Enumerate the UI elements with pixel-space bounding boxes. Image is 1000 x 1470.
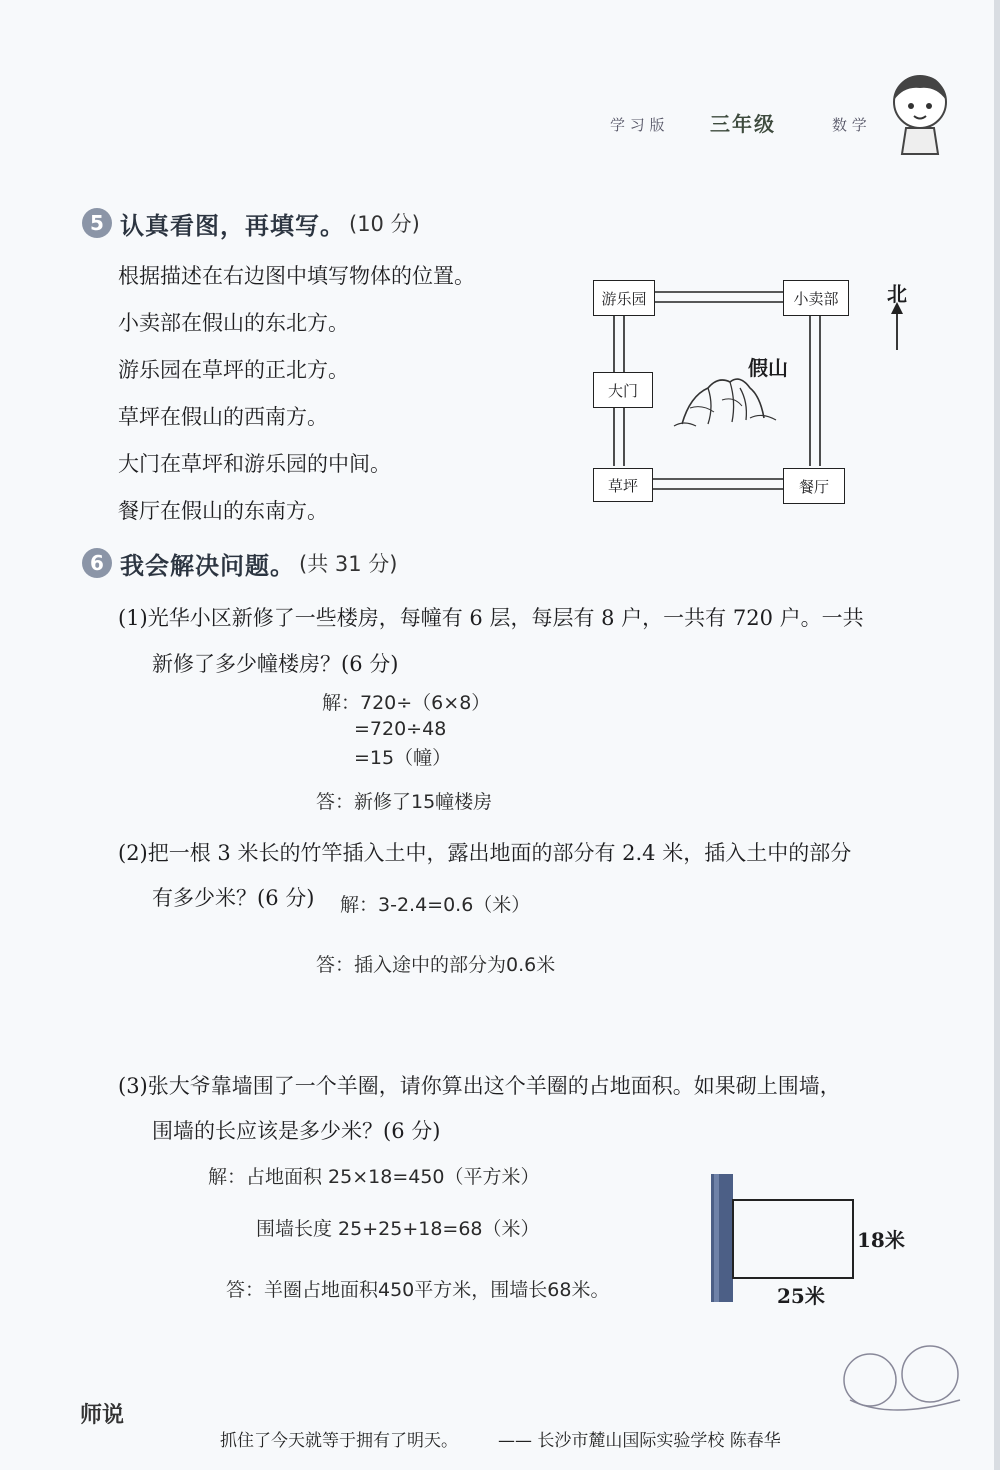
q1-text: 新修了多少幢楼房？(6 分) (152, 652, 399, 676)
section5-line: 根据描述在右边图中填写物体的位置。 (118, 264, 475, 288)
map-gate: 大门 (593, 372, 653, 408)
section5-line: 餐厅在假山的东南方。 (118, 499, 328, 523)
rockery-icon (674, 379, 776, 426)
q3-work: 围墙长度 25+25+18=68（米） (256, 1218, 540, 1240)
page-edge (994, 0, 1000, 1470)
footer-teacher-says: 师说 (80, 1402, 125, 1428)
section5-heading (82, 206, 420, 240)
map-lawn: 草坪 (593, 468, 653, 502)
map-snack-shop: 小卖部 (783, 280, 849, 316)
mascot-illustration (880, 70, 960, 160)
header-grade: 三年级 (710, 112, 776, 136)
map-diagram (590, 276, 920, 506)
pen-width-label: 18米 (857, 1228, 905, 1252)
section6-number: 6 (82, 548, 112, 578)
section5-number: 5 (82, 208, 112, 238)
header-edition: 学 习 版 (610, 116, 665, 134)
q2-answer: 答：插入途中的部分为0.6米 (316, 954, 556, 976)
section6-title: 我会解决问题。 (120, 551, 295, 580)
q3-text: 围墙的长应该是多少米？(6 分) (152, 1119, 441, 1143)
section5-line: 小卖部在假山的东北方。 (118, 311, 349, 335)
map-amusement-park: 游乐园 (593, 280, 655, 316)
q2-work: 解：3-2.4=0.6（米） (340, 894, 531, 916)
q2-text: (2)把一根 3 米长的竹竿插入土中，露出地面的部分有 2.4 米，插入土中的部分 (118, 841, 852, 865)
q1-text: (1)光华小区新修了一些楼房，每幢有 6 层，每层有 8 户，一共有 720 户。一共 (118, 606, 864, 630)
map-rockery-label: 假山 (748, 356, 788, 380)
map-north-label: 北 (887, 282, 907, 306)
section5-title: 认真看图，再填写。 (120, 211, 345, 240)
q1-answer: 答：新修了15幢楼房 (316, 791, 493, 813)
section6-score: (共 31 分) (299, 552, 398, 576)
pen-length-label: 25米 (777, 1284, 825, 1308)
q1-work: =15（幢） (354, 747, 452, 769)
q1-work: =720÷48 (354, 718, 447, 740)
page-header (610, 108, 880, 138)
q1-work: 解：720÷（6×8） (322, 692, 491, 714)
q3-text: (3)张大爷靠墙围了一个羊圈，请你算出这个羊圈的占地面积。如果砌上围墙， (118, 1074, 841, 1098)
q3-work: 解：占地面积 25×18=450（平方米） (208, 1166, 540, 1188)
section5-line: 草坪在假山的西南方。 (118, 405, 328, 429)
section6-heading (82, 546, 397, 580)
header-subject: 数 学 (832, 116, 867, 134)
section5-line: 大门在草坪和游乐园的中间。 (118, 452, 391, 476)
map-restaurant: 餐厅 (783, 468, 845, 504)
q3-answer: 答：羊圈占地面积450平方米，围墙长68米。 (226, 1279, 610, 1301)
section5-score: (10 分) (349, 212, 420, 236)
sheep-pen-figure (705, 1172, 915, 1312)
q2-text: 有多少米？(6 分) (152, 886, 315, 910)
footer-quote: 抓住了今天就等于拥有了明天。 (220, 1431, 458, 1451)
footer-author: —— 长沙市麓山国际实验学校 陈春华 (498, 1431, 781, 1451)
corner-decoration (830, 1340, 980, 1430)
section5-line: 游乐园在草坪的正北方。 (118, 358, 349, 382)
